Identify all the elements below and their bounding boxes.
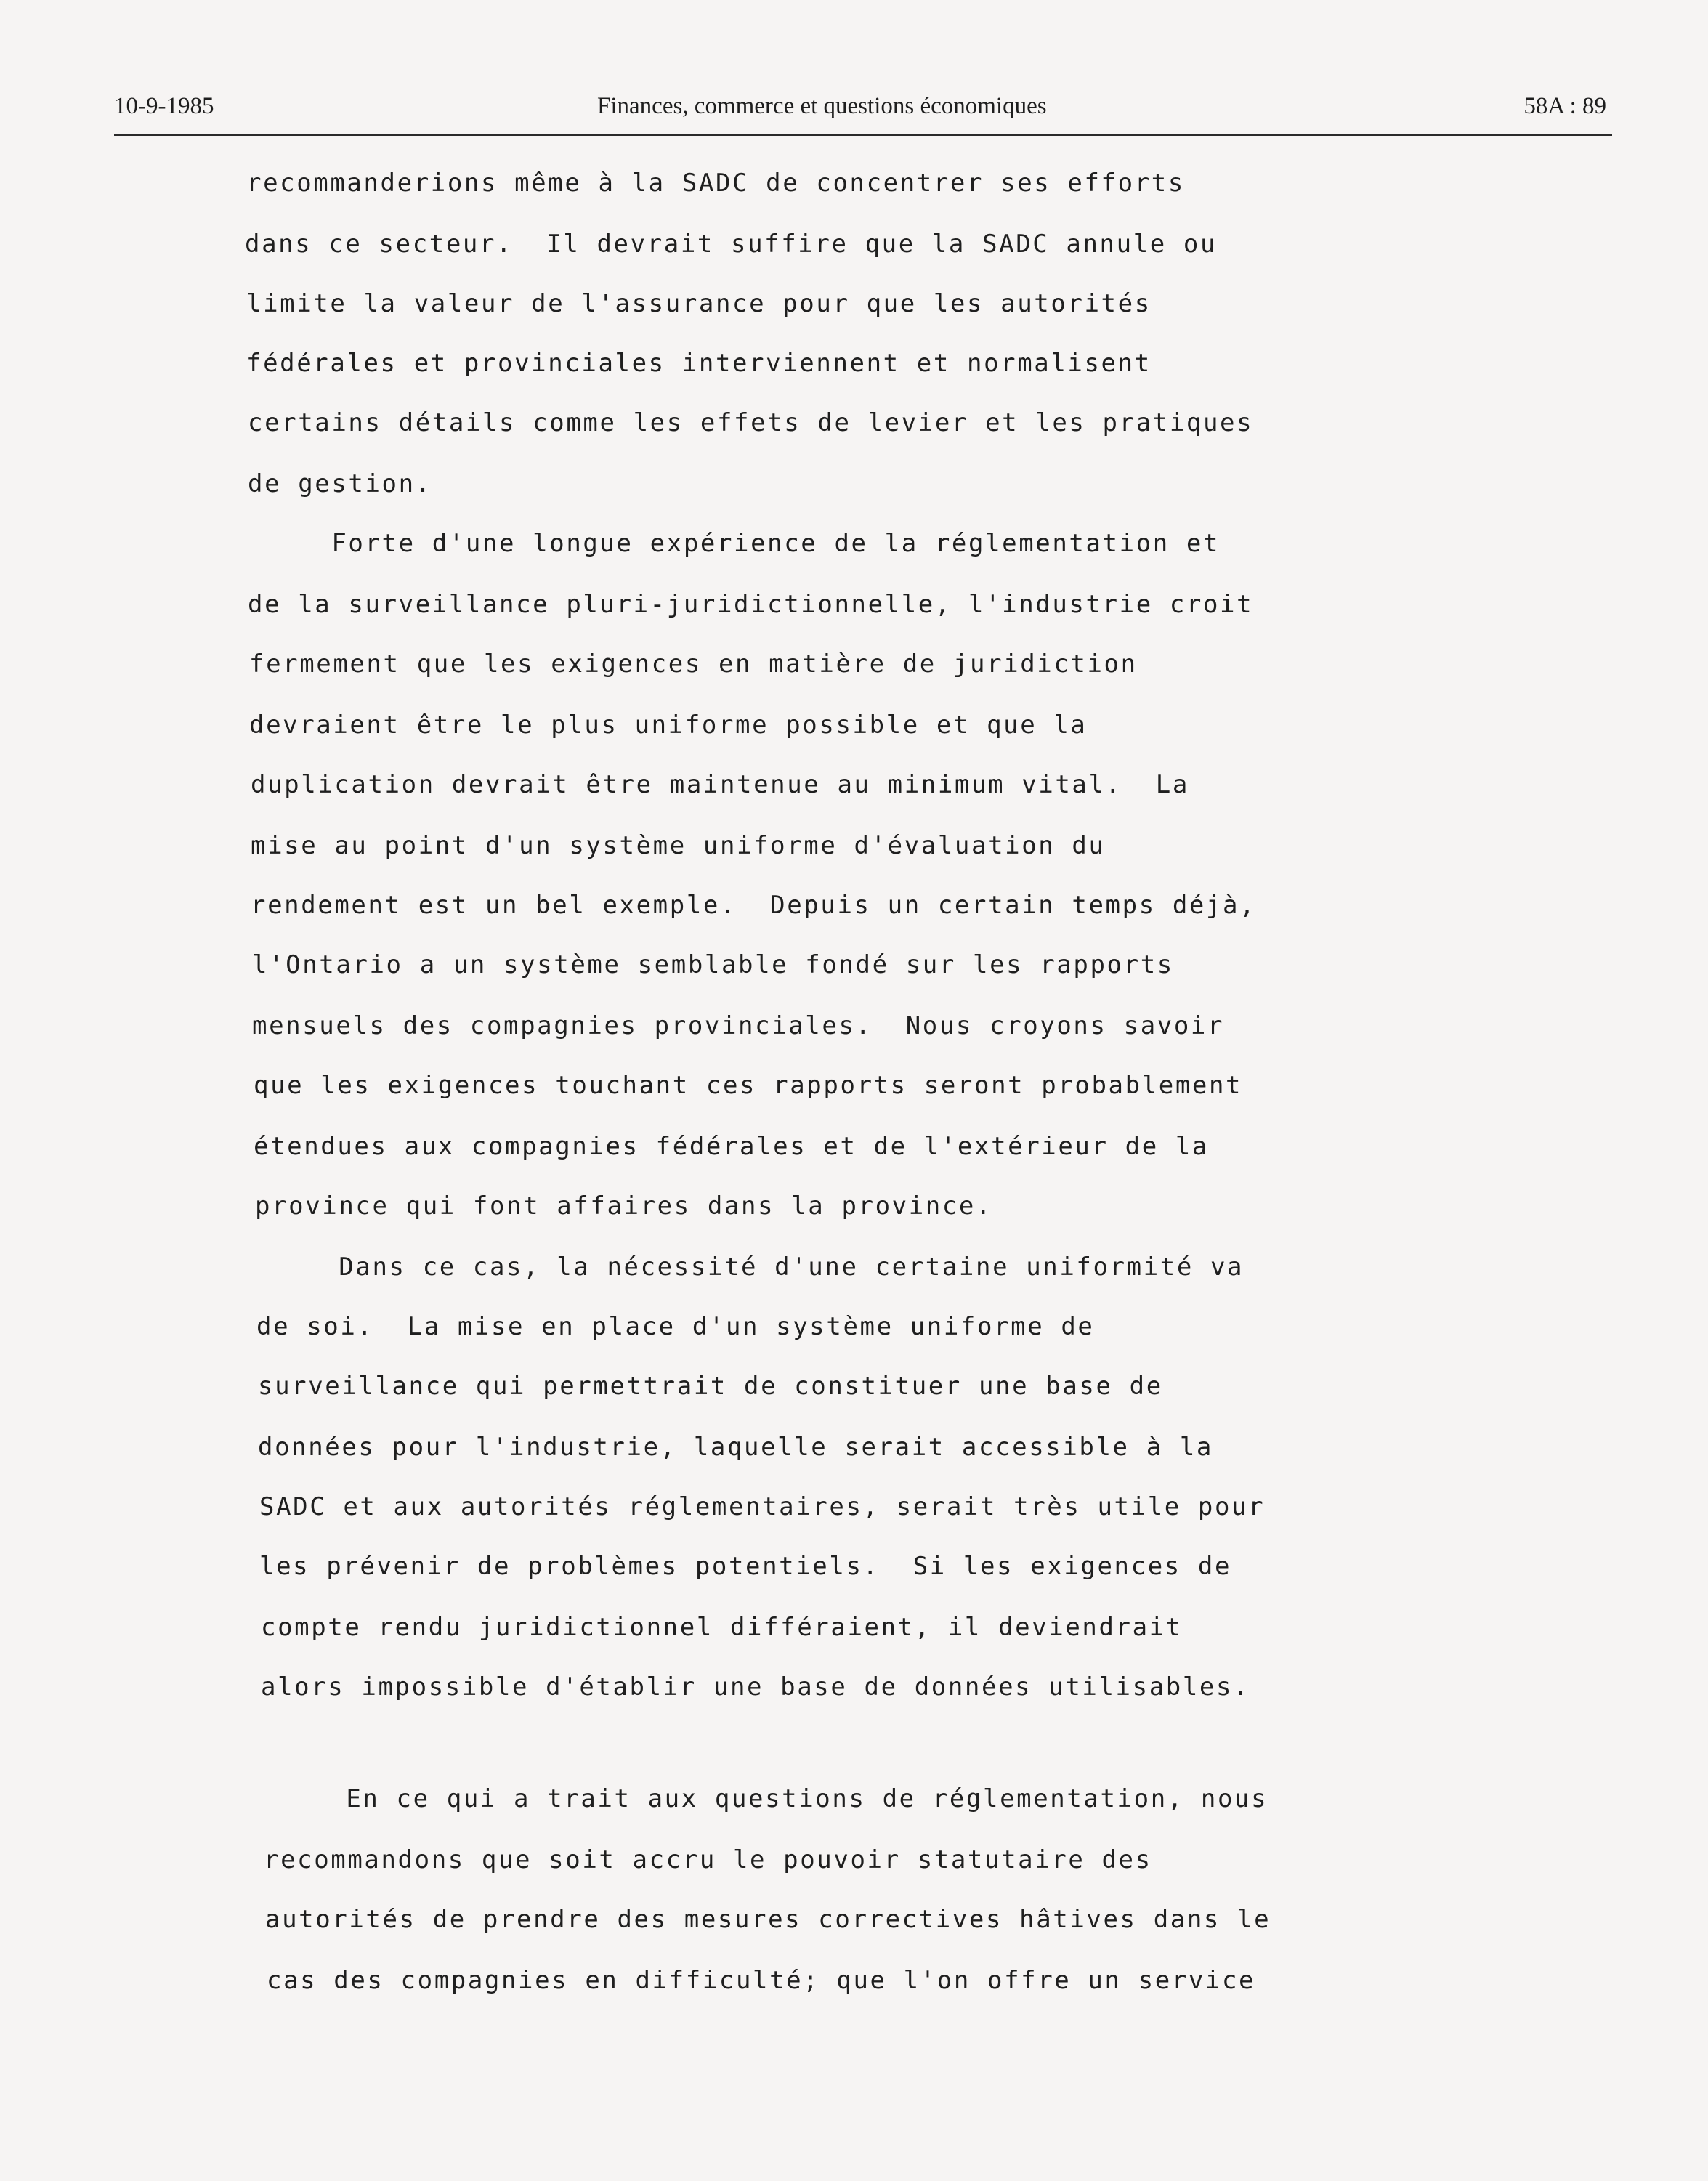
- header-page-ref: 58A : 89: [1523, 93, 1606, 119]
- text-line: En ce qui a trait aux questions de réglementation, nous: [262, 1784, 1268, 1813]
- text-line: duplication devrait être maintenue au minimum vital. La: [251, 770, 1189, 799]
- text-line: limite la valeur de l'assurance pour que les autorités: [246, 289, 1152, 318]
- text-line: cas des compagnies en difficulté; que l'on offre un service: [267, 1966, 1256, 1995]
- text-line: compte rendu juridictionnel différaient, il deviendrait: [261, 1613, 1183, 1642]
- text-line: que les exigences touchant ces rapports seront probablement: [254, 1071, 1243, 1100]
- header-title: Finances, commerce et questions économiques: [597, 93, 1047, 119]
- text-line: recommanderions même à la SADC de concentrer ses efforts: [246, 169, 1185, 198]
- text-line: SADC et aux autorités réglementaires, serait très utile pour: [259, 1492, 1266, 1521]
- text-line: rendement est un bel exemple. Depuis un certain temps déjà,: [251, 891, 1257, 920]
- text-line: données pour l'industrie, laquelle serait accessible à la: [258, 1433, 1213, 1462]
- text-line: surveillance qui permettrait de constituer une base de: [258, 1372, 1163, 1401]
- text-line: province qui font affaires dans la province.: [255, 1191, 993, 1221]
- text-line: mensuels des compagnies provinciales. Nous croyons savoir: [252, 1011, 1225, 1040]
- text-line: alors impossible d'établir une base de données utilisables.: [261, 1672, 1250, 1701]
- header-date: 10-9-1985: [114, 93, 214, 119]
- text-line: autorités de prendre des mesures correctives hâtives dans le: [265, 1905, 1271, 1934]
- text-line: mise au point d'un système uniforme d'évaluation du: [251, 831, 1106, 860]
- text-line: étendues aux compagnies fédérales et de l'extérieur de la: [254, 1132, 1209, 1161]
- text-line: l'Ontario a un système semblable fondé sur les rapports: [252, 950, 1174, 979]
- text-line: dans ce secteur. Il devrait suffire que la SADC annule ou: [245, 230, 1218, 259]
- text-line: devraient être le plus uniforme possible et que la: [249, 711, 1088, 740]
- text-line: recommandons que soit accru le pouvoir statutaire des: [264, 1845, 1152, 1874]
- text-line: de la surveillance pluri-juridictionnelle, l'industrie croit: [248, 590, 1254, 619]
- text-line: les prévenir de problèmes potentiels. Si les exigences de: [259, 1552, 1232, 1581]
- text-line: Forte d'une longue expérience de la réglementation et: [248, 529, 1221, 558]
- text-line: certains détails comme les effets de levier et les pratiques: [248, 408, 1254, 437]
- text-line: de soi. La mise en place d'un système uniforme de: [256, 1312, 1095, 1341]
- page-header: [114, 93, 1612, 136]
- text-line: fédérales et provinciales interviennent et normalisent: [246, 349, 1152, 378]
- text-line: de gestion.: [248, 469, 432, 498]
- text-line: fermement que les exigences en matière de juridiction: [249, 650, 1138, 679]
- text-line: Dans ce cas, la nécessité d'une certaine uniformité va: [255, 1253, 1244, 1282]
